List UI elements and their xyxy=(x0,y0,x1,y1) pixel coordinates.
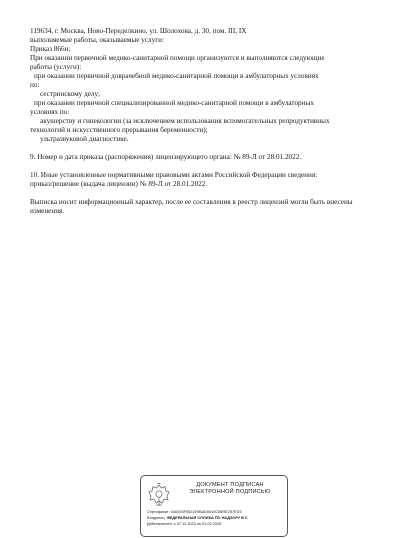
order-line: Приказ 866н; xyxy=(30,45,71,53)
stamp-title-line1: ДОКУМЕНТ ПОДПИСАН xyxy=(196,482,264,488)
stamp-title xyxy=(177,482,283,496)
obstetrics-item: акушерству и гинекологии (за исключением использования вспомогательных репродуктивных xyxy=(40,117,330,125)
obstetrics-item-cont: технологий и искусственного прерывания беременности); xyxy=(30,126,208,134)
primary-care-intro-cont: работы (услуги): xyxy=(30,63,82,71)
section-10: 10. Иные установленные нормативными правовыми актами Российской Федерации сведения: xyxy=(30,171,318,179)
e-signature-stamp xyxy=(140,475,288,537)
section-9: 9. Номер и дата приказа (распоряжения) лицензирующего органа: № 89-Л от 28.01.2022. xyxy=(30,153,302,161)
document-body xyxy=(30,27,380,216)
validity-value: с 07.12.2023 по 01.03.2025 xyxy=(173,522,222,526)
certificate-label: Сертификат: xyxy=(147,510,170,514)
disclaimer-note: Выписка носит информационный характер, после ее составления в реестр лицензий могли быть внесены изменения. xyxy=(30,198,353,215)
validity-label: Действителен: xyxy=(147,522,173,526)
coat-of-arms-icon xyxy=(147,482,171,508)
stamp-details xyxy=(147,509,285,527)
ultrasound-item: ультразвуковой диагностике. xyxy=(40,135,129,143)
predoctor-item: при оказании первичной доврачебной медико-санитарной помощи в амбулаторных условиях xyxy=(34,72,319,80)
stamp-title-line2: ЭЛЕКТРОННОЙ ПОДПИСЬЮ xyxy=(189,489,271,495)
works-label: выполняемые работы, оказываемые услуги: xyxy=(30,36,164,44)
specialized-item: при оказании первичной специализированной медико-санитарной помощи в амбулаторных xyxy=(34,99,314,107)
section-10-cont: приказ/решение (выдача лицензии) № 89-Л от 28.01.2022. xyxy=(30,180,208,188)
certificate-value: 44A393F5521E9BAD0610CBE9E257ED3 xyxy=(170,510,242,514)
owner-label: Владелец: xyxy=(147,516,166,520)
validity-row xyxy=(147,521,285,527)
owner-value: ФЕДЕРАЛЬНАЯ СЛУЖБА ПО НАДЗОРУ В С xyxy=(166,516,248,520)
primary-care-intro: При оказании первичной медико-санитарной помощи организуются и выполняются следующие xyxy=(30,54,325,62)
nursing-item: сестринскому делу; xyxy=(40,90,100,98)
predoctor-item-cont: по: xyxy=(30,81,40,89)
specialized-item-cont: условиях по: xyxy=(30,108,70,116)
address-line: 119634, г. Москва, Ново-Переделкино, ул. Шолохова, д. 30, пом. III, IX xyxy=(30,27,247,35)
